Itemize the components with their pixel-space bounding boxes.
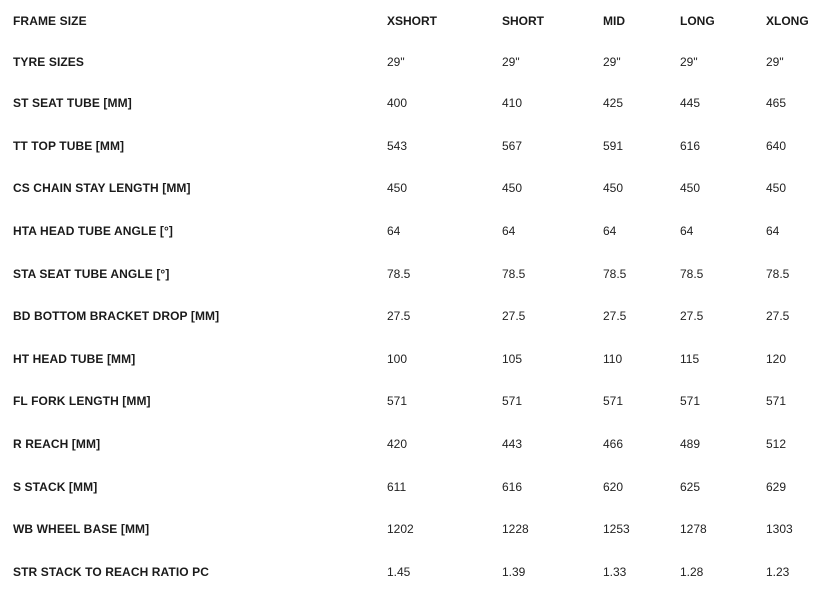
value-cell-xshort: 29" [387, 54, 405, 69]
value-cell-long: 78.5 [680, 266, 704, 281]
table-row [0, 210, 818, 253]
table-row [0, 551, 818, 593]
value-cell-long: 1278 [680, 522, 707, 537]
value-cell-mid: 591 [603, 138, 624, 153]
row-label: TT TOP TUBE [MM] [13, 138, 125, 153]
size-header-short: SHORT [502, 13, 544, 28]
value-cell-xshort: 64 [387, 224, 401, 239]
value-cell-xshort: 1202 [387, 522, 414, 537]
value-cell-xshort: 27.5 [387, 309, 411, 324]
row-label: HTA HEAD TUBE ANGLE [°] [13, 224, 173, 239]
value-cell-xlong: 29" [766, 54, 784, 69]
value-cell-mid: 27.5 [603, 309, 627, 324]
value-cell-short: 1.39 [502, 564, 526, 579]
table-row [0, 167, 818, 210]
value-cell-long: 625 [680, 479, 701, 494]
row-label: ST SEAT TUBE [MM] [13, 96, 132, 111]
value-cell-long: 450 [680, 181, 701, 196]
value-cell-xshort: 400 [387, 96, 408, 111]
row-label: FL FORK LENGTH [MM] [13, 394, 151, 409]
value-cell-long: 445 [680, 96, 701, 111]
value-cell-xlong: 27.5 [766, 309, 790, 324]
header-row [0, 0, 818, 41]
row-label: STR STACK TO REACH RATIO PC [13, 564, 210, 579]
value-cell-mid: 1253 [603, 522, 630, 537]
value-cell-xshort: 450 [387, 181, 408, 196]
row-label: CS CHAIN STAY LENGTH [MM] [13, 181, 191, 196]
table-row [0, 41, 818, 82]
value-cell-short: 64 [502, 224, 516, 239]
value-cell-long: 616 [680, 138, 701, 153]
table-row [0, 295, 818, 338]
value-cell-xlong: 1303 [766, 522, 793, 537]
value-cell-long: 29" [680, 54, 698, 69]
value-cell-xlong: 450 [766, 181, 787, 196]
value-cell-short: 105 [502, 351, 523, 366]
value-cell-long: 1.28 [680, 564, 704, 579]
value-cell-short: 27.5 [502, 309, 526, 324]
table-row [0, 465, 818, 508]
value-cell-xshort: 78.5 [387, 266, 411, 281]
value-cell-short: 571 [502, 394, 523, 409]
value-cell-long: 115 [680, 351, 700, 366]
table-row [0, 380, 818, 423]
value-cell-long: 27.5 [680, 309, 704, 324]
value-cell-short: 443 [502, 437, 523, 452]
frame-size-header: FRAME SIZE [13, 13, 87, 28]
value-cell-xshort: 543 [387, 138, 408, 153]
value-cell-short: 616 [502, 479, 523, 494]
value-cell-mid: 78.5 [603, 266, 627, 281]
size-header-xshort: XSHORT [387, 13, 438, 28]
row-label: R REACH [MM] [13, 437, 101, 452]
row-label: BD BOTTOM BRACKET DROP [MM] [13, 309, 220, 324]
value-cell-short: 410 [502, 96, 523, 111]
value-cell-mid: 425 [603, 96, 624, 111]
row-label: STA SEAT TUBE ANGLE [°] [13, 266, 170, 281]
value-cell-long: 571 [680, 394, 701, 409]
value-cell-xlong: 120 [766, 351, 787, 366]
row-label: TYRE SIZES [13, 54, 85, 69]
size-header-mid: MID [603, 13, 625, 28]
table-row [0, 252, 818, 295]
value-cell-mid: 620 [603, 479, 624, 494]
value-cell-xshort: 571 [387, 394, 408, 409]
value-cell-xlong: 640 [766, 138, 787, 153]
value-cell-xshort: 611 [387, 479, 407, 494]
value-cell-mid: 571 [603, 394, 624, 409]
row-label: HT HEAD TUBE [MM] [13, 351, 136, 366]
value-cell-xlong: 571 [766, 394, 787, 409]
value-cell-mid: 1.33 [603, 564, 627, 579]
value-cell-mid: 450 [603, 181, 624, 196]
value-cell-xlong: 78.5 [766, 266, 790, 281]
value-cell-mid: 466 [603, 437, 624, 452]
value-cell-xlong: 512 [766, 437, 787, 452]
value-cell-xshort: 1.45 [387, 564, 411, 579]
row-label: S STACK [MM] [13, 479, 98, 494]
value-cell-xlong: 465 [766, 96, 787, 111]
table-row [0, 338, 818, 381]
value-cell-xshort: 420 [387, 437, 408, 452]
value-cell-xlong: 64 [766, 224, 780, 239]
value-cell-short: 1228 [502, 522, 529, 537]
value-cell-long: 489 [680, 437, 701, 452]
table-row [0, 508, 818, 551]
value-cell-xlong: 629 [766, 479, 787, 494]
value-cell-xlong: 1.23 [766, 564, 790, 579]
size-header-xlong: XLONG [766, 13, 809, 28]
value-cell-short: 29" [502, 54, 520, 69]
value-cell-mid: 64 [603, 224, 617, 239]
table-row [0, 82, 818, 125]
table-row [0, 423, 818, 466]
value-cell-short: 78.5 [502, 266, 526, 281]
value-cell-short: 450 [502, 181, 523, 196]
value-cell-short: 567 [502, 138, 523, 153]
row-label: WB WHEEL BASE [MM] [13, 522, 150, 537]
value-cell-mid: 110 [603, 351, 623, 366]
value-cell-long: 64 [680, 224, 694, 239]
size-header-long: LONG [680, 13, 715, 28]
table-row [0, 125, 818, 168]
value-cell-xshort: 100 [387, 351, 408, 366]
value-cell-mid: 29" [603, 54, 621, 69]
